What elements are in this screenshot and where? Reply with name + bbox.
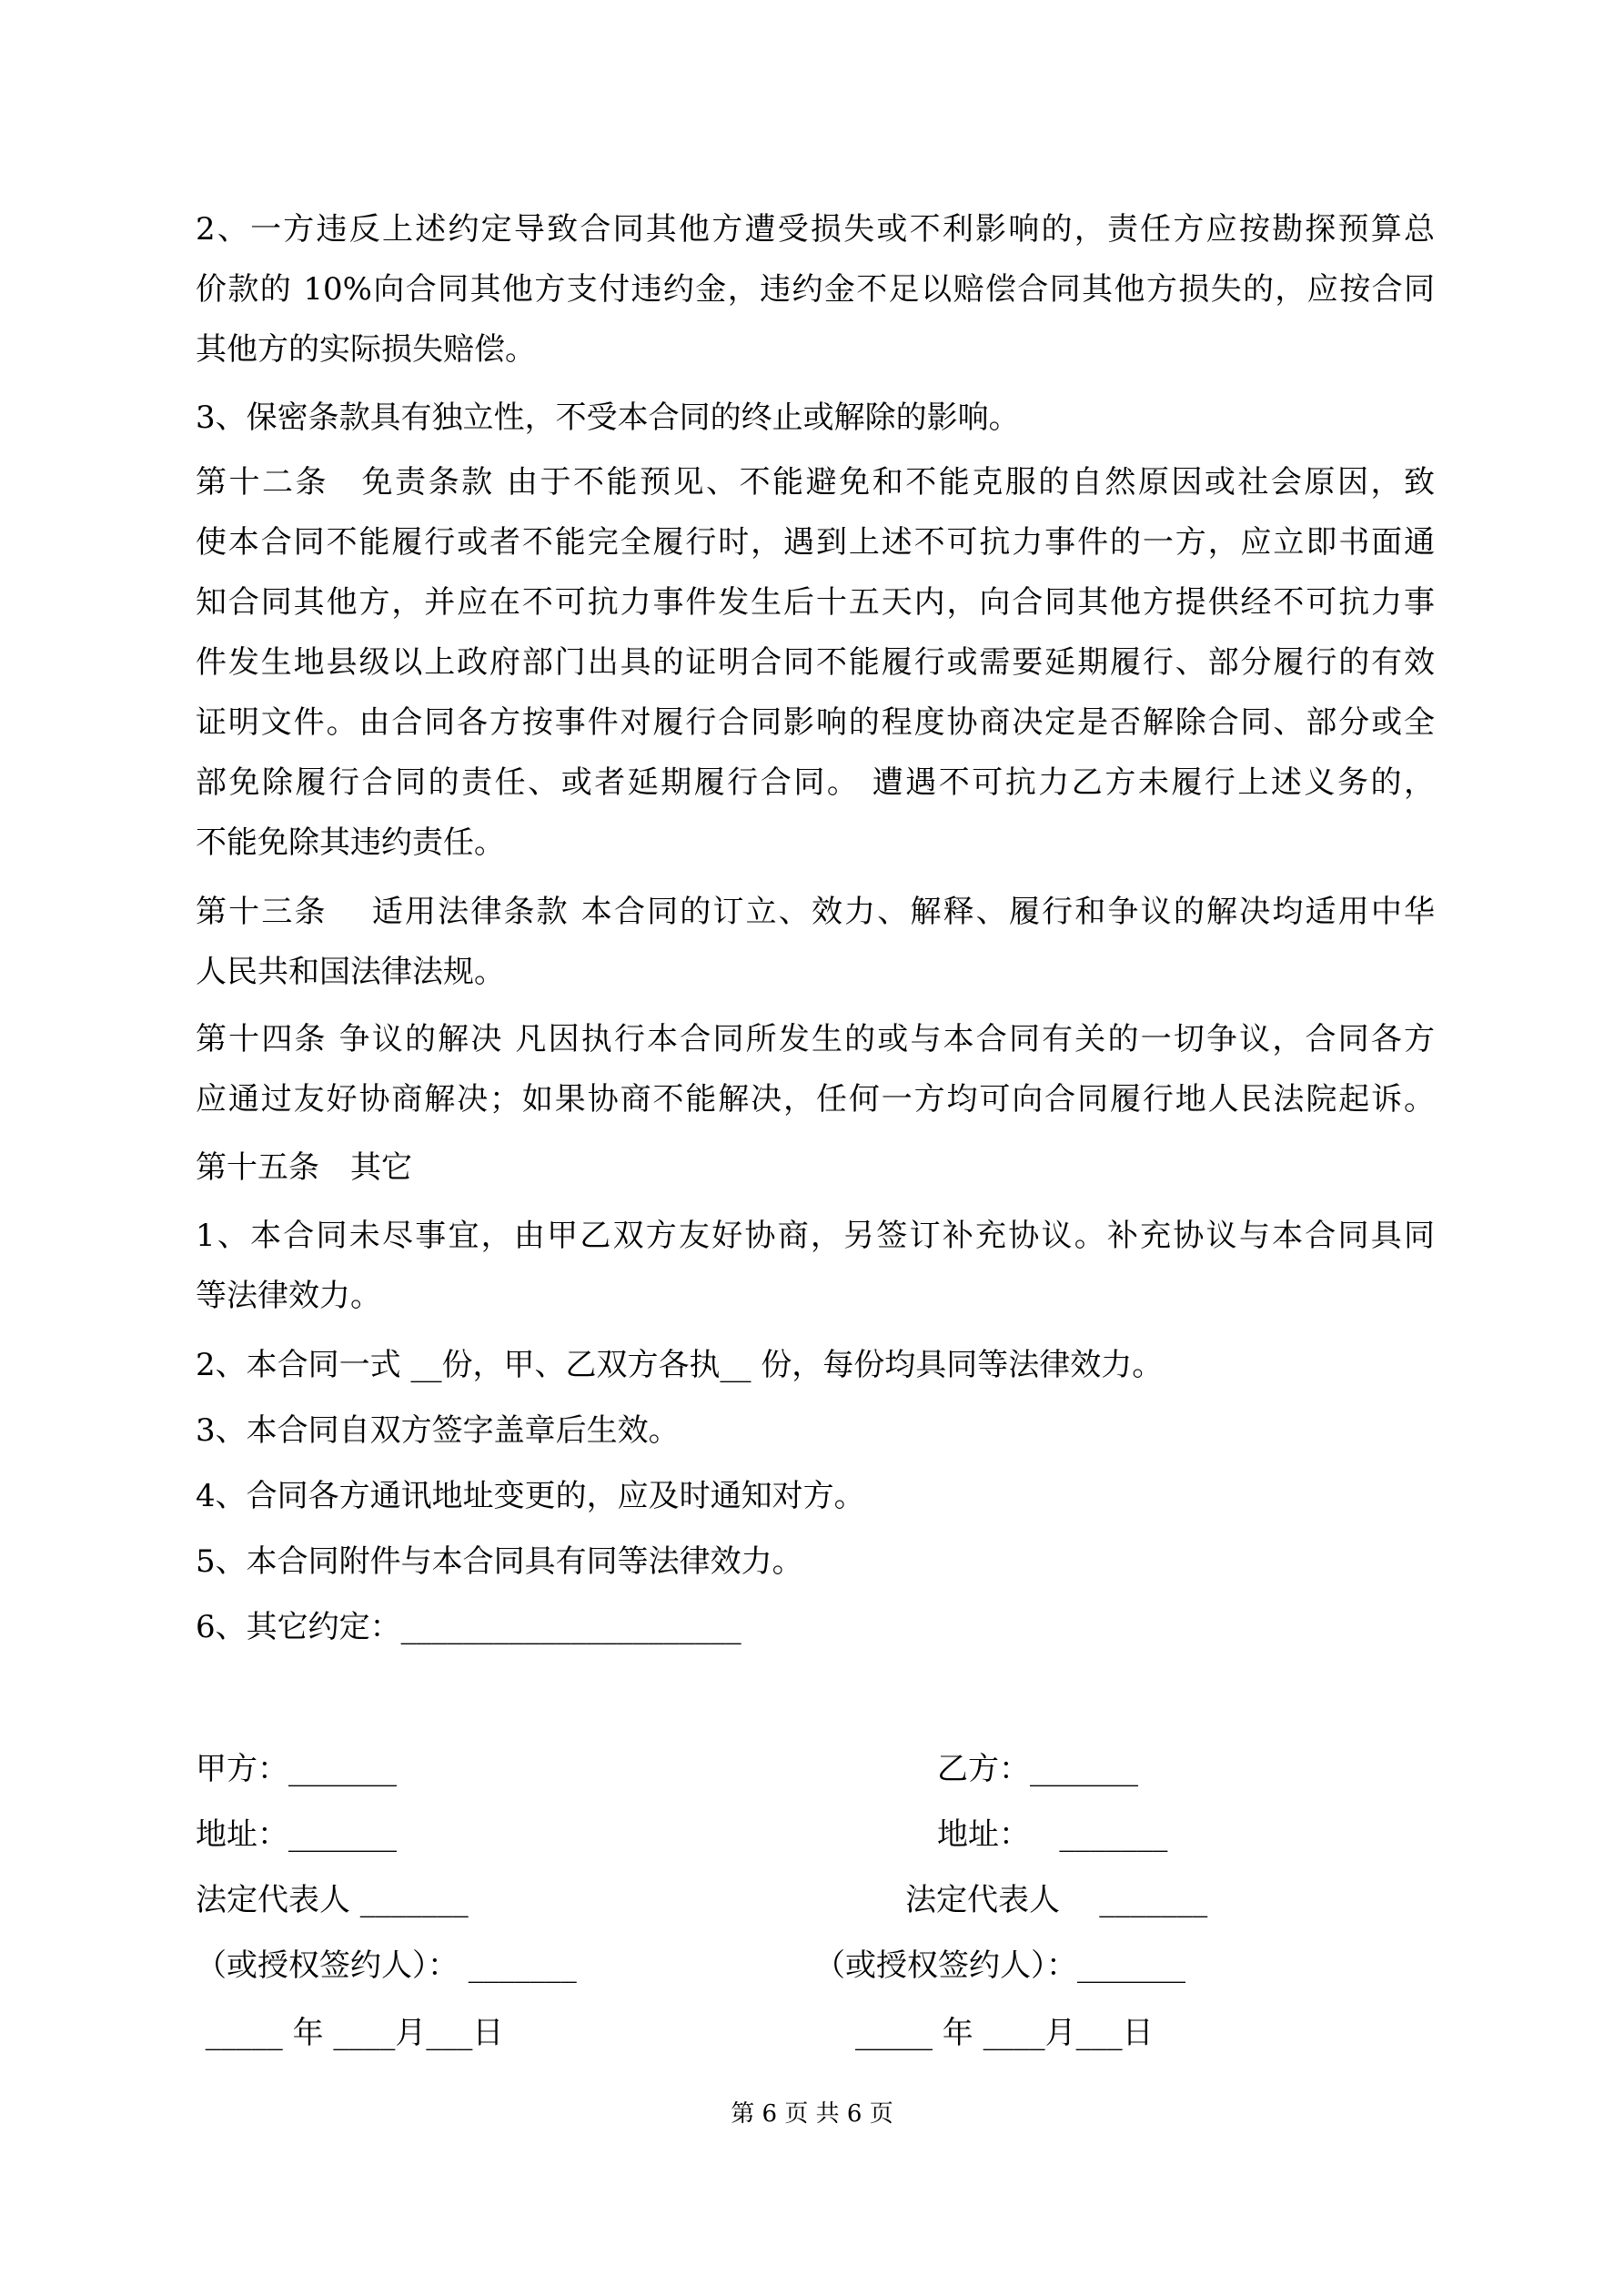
- party-b-representative: 法定代表人 _______: [905, 1882, 1208, 1918]
- party-b-address: 地址： _______: [937, 1816, 1168, 1853]
- article-13-heading: 第十三条 适用法律条款 本合同的订立、效力、解释、履行和争议的解决均适用中华: [196, 894, 1435, 930]
- party-b-authorized-signer: （或授权签约人）：_______: [814, 1947, 1185, 1984]
- clause-line: 应通过友好协商解决；如果协商不能解决，任何一方均可向合同履行地人民法院起诉。: [196, 1081, 1435, 1118]
- party-a-authorized-signer: （或授权签约人）： _______: [196, 1947, 577, 1984]
- party-b-name: 乙方：_______: [937, 1751, 1138, 1787]
- clause-line: 2、本合同一式 __份，甲、乙双方各执__ 份，每份均具同等法律效力。: [196, 1347, 1164, 1383]
- clause-line: 其他方的实际损失赔偿。: [196, 331, 536, 368]
- clause-line: 知合同其他方，并应在不可抗力事件发生后十五天内，向合同其他方提供经不可抗力事: [196, 584, 1435, 621]
- other-agreement-line: 6、其它约定：______________________: [196, 1609, 741, 1645]
- page-number: 第 6 页 共 6 页: [731, 2100, 893, 2128]
- clause-line: 部免除履行合同的责任、或者延期履行合同。 遭遇不可抗力乙方未履行上述义务的，: [196, 764, 1435, 801]
- clause-line: 件发生地县级以上政府部门出具的证明合同不能履行或需要延期履行、部分履行的有效: [196, 644, 1435, 681]
- party-b-date: _____ 年 ____月___日: [855, 2015, 1154, 2051]
- clause-line: 价款的 10%向合同其他方支付违约金，违约金不足以赔偿合同其他方损失的，应按合同: [196, 271, 1435, 308]
- article-14-heading: 第十四条 争议的解决 凡因执行本合同所发生的或与本合同有关的一切争议，合同各方: [196, 1021, 1435, 1057]
- clause-line: 2、一方违反上述约定导致合同其他方遭受损失或不利影响的，责任方应按勘探预算总: [196, 211, 1435, 248]
- party-a-representative: 法定代表人 _______: [196, 1882, 469, 1918]
- clause-line: 3、本合同自双方签字盖章后生效。: [196, 1412, 680, 1449]
- clause-line: 使本合同不能履行或者不能完全履行时，遇到上述不可抗力事件的一方，应立即书面通: [196, 524, 1435, 561]
- article-12-heading: 第十二条 免责条款 由于不能预见、不能避免和不能克服的自然原因或社会原因，致: [196, 464, 1435, 501]
- clause-line: 3、保密条款具有独立性，不受本合同的终止或解除的影响。: [196, 400, 1020, 436]
- party-a-name: 甲方：_______: [196, 1751, 397, 1787]
- clause-line: 证明文件。由合同各方按事件对履行合同影响的程度协商决定是否解除合同、部分或全: [196, 704, 1435, 741]
- clause-line: 4、合同各方通讯地址变更的，应及时通知对方。: [196, 1478, 865, 1514]
- article-15-heading: 第十五条 其它: [196, 1149, 412, 1186]
- clause-line: 等法律效力。: [196, 1278, 381, 1314]
- clause-line: 人民共和国法律法规。: [196, 954, 505, 990]
- party-a-date: _____ 年 ____月___日: [196, 2015, 504, 2051]
- clause-line: 1、本合同未尽事宜，由甲乙双方友好协商，另签订补充协议。补充协议与本合同具同: [196, 1218, 1435, 1254]
- party-a-address: 地址：_______: [196, 1816, 397, 1853]
- clause-line: 不能免除其违约责任。: [196, 824, 505, 861]
- clause-line: 5、本合同附件与本合同具有同等法律效力。: [196, 1543, 803, 1580]
